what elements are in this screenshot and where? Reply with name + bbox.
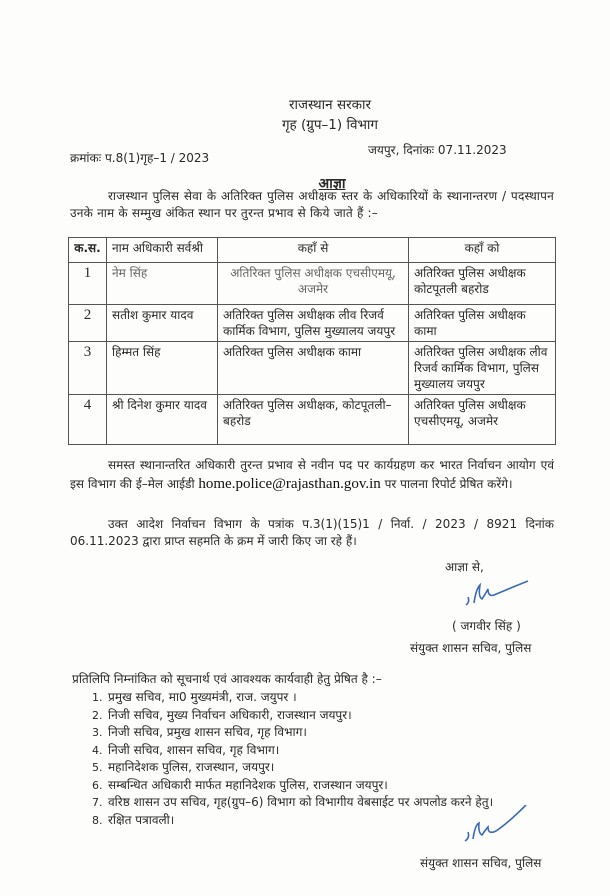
col-sn: क.स. [69, 238, 107, 263]
list-item [92, 724, 493, 742]
department-name: गृह (ग्रुप–1) विभाग [281, 117, 379, 133]
list-item [92, 742, 493, 760]
list-item [92, 777, 493, 795]
item-number: 7. [92, 796, 103, 809]
item-text: प्रमुख सचिव, मा0 मुख्यमंत्री, राज. जयुपर । [108, 690, 297, 704]
cell-sn: 3 [69, 342, 107, 395]
cell-sn: 4 [69, 395, 107, 445]
col-name: नाम अधिकारी सर्वश्री [107, 238, 218, 263]
by-order: आज्ञा से, [445, 560, 484, 574]
cell-name: हिम्मत सिंह [107, 342, 218, 395]
cell-from: अतिरिक्त पुलिस अधीक्षक एचसीएमयू, अजमेर [218, 263, 409, 305]
list-item [92, 689, 493, 707]
cell-name: सतीश कुमार यादव [107, 305, 218, 342]
list-item [92, 759, 493, 777]
intro-paragraph [70, 188, 554, 222]
order-title: आज्ञा [318, 176, 346, 192]
cell-name: श्री दिनेश कुमार यादव [107, 395, 218, 445]
col-to: कहाँ को [409, 238, 556, 263]
item-number: 6. [92, 778, 103, 792]
cell-to: अतिरिक्त पुलिस अधीक्षक लीव रिजर्व कार्मिक विभाग, पुलिस मुख्यालय जयपुर [409, 342, 556, 395]
col-from: कहाँ से [218, 238, 409, 263]
copy-list [92, 689, 493, 829]
item-number: 5. [92, 761, 103, 774]
cell-to: अतिरिक्त पुलिस अधीक्षक कोटपूतली बहरोड [409, 263, 556, 305]
signatory-name: ( जगवीर सिंह ) [452, 619, 521, 633]
item-text: सम्बन्धित अधिकारी मार्फत महानिदेशक पुलिस, राजस्थान जयपुर। [108, 777, 388, 792]
table-row [69, 263, 556, 305]
item-text: निजी सचिव, शासन सचिव, गृह विभाग। [108, 742, 280, 757]
item-number: 4. [92, 743, 103, 757]
compliance-paragraph [70, 456, 554, 494]
list-item [92, 812, 493, 830]
intro-text: राजस्थान पुलिस सेवा के अतिरिक्त पुलिस अधीक्षक स्तर के अधिकारियों के स्थानान्तरण / पदस्थापन उनके नाम के सम्मुख अंकित स्थान पर तुरन्त प्रभाव से किये जाते हैं :– [70, 189, 554, 220]
table-row [69, 305, 556, 342]
item-number: 8. [92, 813, 103, 827]
table-row [69, 395, 556, 445]
transfer-table [68, 237, 556, 445]
signature-image-2 [455, 805, 535, 850]
reference-number: क्रमांकः प.8(1)गृह–1 / 2023 [70, 151, 210, 165]
cell-name: नेम सिंह [107, 263, 218, 305]
list-item [92, 794, 493, 812]
item-number: 2. [92, 708, 103, 722]
item-text: निजी सचिव, मुख्य निर्वाचन अधिकारी, राजस्थान जयपुर। [108, 707, 352, 722]
signature-image [458, 575, 538, 615]
cell-sn: 1 [69, 263, 107, 305]
item-number: 3. [92, 726, 103, 739]
signatory-designation: संयुक्त शासन सचिव, पुलिस [410, 641, 532, 655]
item-text: महानिदेशक पुलिस, राजस्थान, जयपुर। [108, 760, 275, 774]
item-number: 1. [92, 691, 103, 704]
reference-paragraph [70, 516, 554, 550]
item-text: रक्षित पत्रावली। [108, 812, 175, 827]
compliance-text: समस्त स्थानान्तरित अधिकारी तुरन्त प्रभाव से नवीन पद पर कार्यग्रहण कर भारत निर्वाचन आयोग एवं इस विभाग की ई–मेल आईडी [70, 458, 554, 491]
item-text: निजी सचिव, प्रमुख शासन सचिव, गृह विभाग। [108, 725, 307, 739]
copy-intro: प्रतिलिपि निम्नांकित को सूचनार्थ एवं आवश्यक कार्यवाही हेतु प्रेषित है :– [72, 672, 382, 686]
compliance-text-end: पर पालना रिपोर्ट प्रेषित करेंगे। [384, 477, 513, 491]
table-row [69, 342, 556, 395]
cell-from: अतिरिक्त पुलिस अधीक्षक कामा [218, 342, 409, 395]
cell-from: अतिरिक्त पुलिस अधीक्षक, कोटपूतली–बहरोड [218, 395, 409, 445]
cell-sn: 2 [69, 305, 107, 342]
cell-to: अतिरिक्त पुलिस अधीक्षक एचसीएमयू, अजमेर [409, 395, 556, 445]
table-header-row [69, 238, 556, 263]
copy-designation: संयुक्त शासन सचिव, पुलिस [420, 856, 542, 870]
cell-to: अतिरिक्त पुलिस अधीक्षक कामा [409, 305, 556, 342]
govt-name: राजस्थान सरकार [289, 97, 371, 113]
reference-text: उक्त आदेश निर्वाचन विभाग के पत्रांक प.3(1)(15)1 / निर्वा. / 2023 / 8921 दिनांक 06.11.2023 द्वारा प्राप्त सहमति के क्रम में जारी किए जा रहे हैं। [70, 517, 554, 548]
email-address: home.police@rajasthan.gov.in [198, 476, 381, 492]
list-item [92, 707, 493, 725]
place-date: जयपुर, दिनांकः 07.11.2023 [368, 143, 507, 157]
item-text: वरिष्ठ शासन उप सचिव, गृह(ग्रुप–6) विभाग को विभागीय वेबसाईट पर अपलोड करने हेतु। [108, 795, 494, 809]
cell-from: अतिरिक्त पुलिस अधीक्षक लीव रिजर्व कार्मिक विभाग, पुलिस मुख्यालय जयपुर [218, 305, 409, 342]
